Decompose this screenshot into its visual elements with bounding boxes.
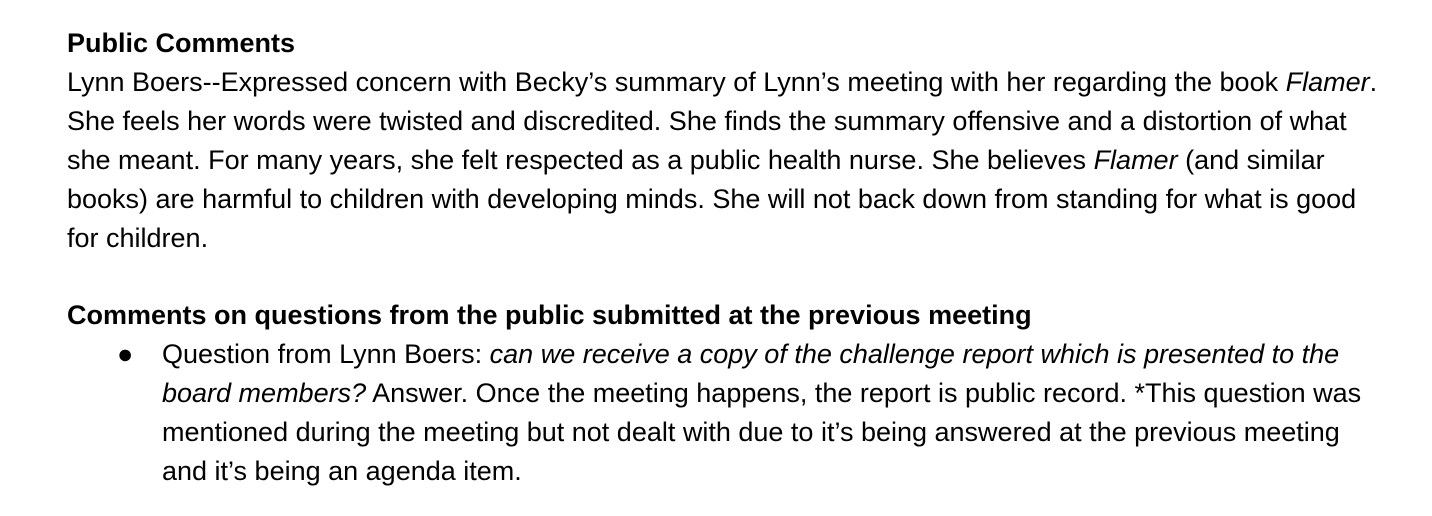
answer-text: Answer. Once the meeting happens, the report is public record. *This question was mentioned during the meeting but not dealt with due to it’s being answered at the previous meeting and it’s being an agenda item. xyxy=(162,378,1362,486)
book-title: Flamer xyxy=(1285,67,1370,97)
public-comments-paragraph xyxy=(67,63,1387,258)
paragraph-text-3: (and similar books) are harmful to children with developing minds. She will not back down from standing for what is good for children. xyxy=(67,145,1357,253)
book-title: Flamer xyxy=(1093,145,1178,175)
section-spacer xyxy=(67,258,1387,296)
public-comments-heading: Public Comments xyxy=(67,28,296,58)
paragraph-text-1: Lynn Boers--Expressed concern with Becky’s summary of Lynn’s meeting with her regarding the book xyxy=(67,67,1286,97)
paragraph-text-2: . She feels her words were twisted and discredited. She finds the summary offensive and a distortion of what she meant. For many years, she felt respected as a public health nurse. She believes xyxy=(67,67,1378,175)
questions-list xyxy=(67,335,1387,491)
questions-heading: Comments on questions from the public submitted at the previous meeting xyxy=(67,300,1032,330)
document-body xyxy=(67,24,1387,491)
question-text: can we receive a copy of the challenge report which is presented to the board members? xyxy=(162,339,1340,408)
list-item xyxy=(67,335,1387,491)
bullet-icon: ● xyxy=(117,339,134,369)
question-lead: Question from Lynn Boers: xyxy=(162,339,490,369)
